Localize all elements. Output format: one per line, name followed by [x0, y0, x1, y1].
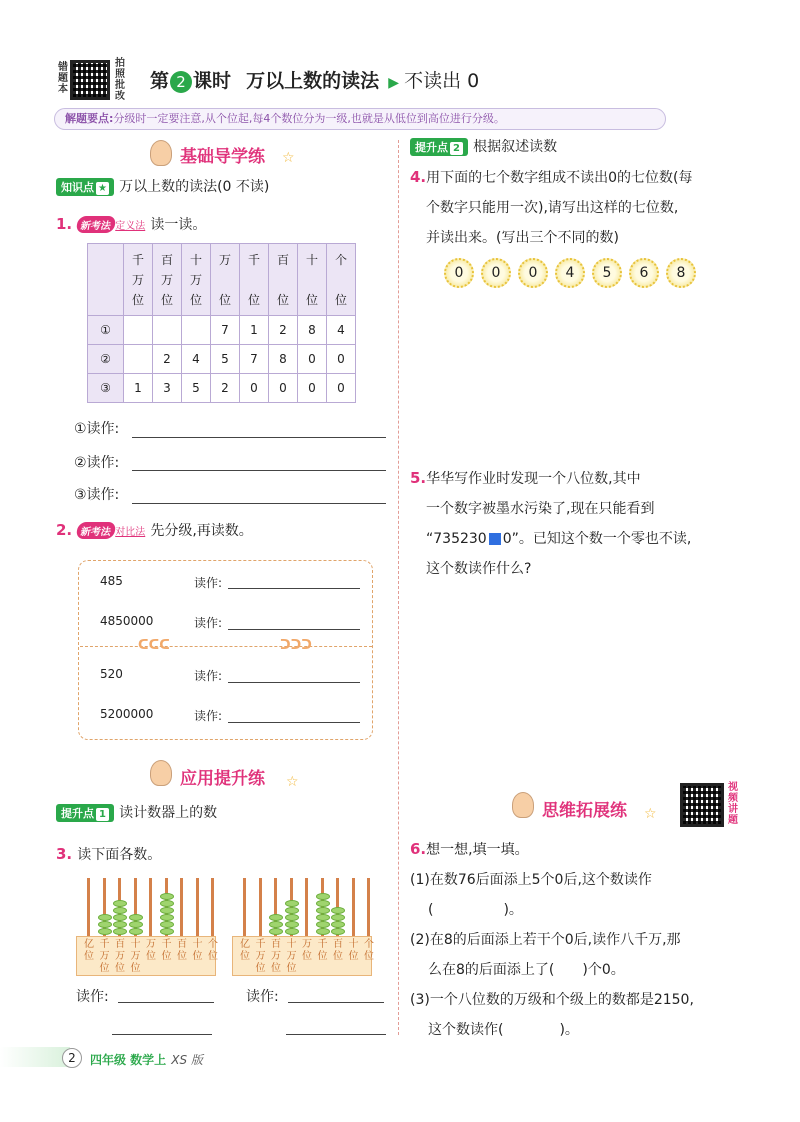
table-cell	[153, 316, 182, 345]
q3-answer-line[interactable]	[112, 1034, 212, 1035]
read-label-2: ②读作:	[74, 455, 120, 471]
q5-quote-b: 0”。已知这个数一个零也不读,	[502, 531, 692, 547]
kid-icon	[512, 792, 534, 818]
title-main: 万以上数的读法	[246, 70, 380, 92]
abacus-bead	[331, 914, 345, 921]
abacus-bead	[285, 928, 299, 935]
lesson-number: 2	[170, 71, 192, 93]
upgrade-point-2	[410, 136, 557, 156]
q3-answer-line[interactable]	[286, 1034, 386, 1035]
header-cell: 百 位	[269, 244, 298, 316]
q2-read-label: 读作:	[194, 616, 223, 630]
table-cell	[124, 316, 153, 345]
question-6	[410, 834, 770, 1045]
q2-number: 2.	[56, 521, 73, 539]
q2-read-label: 读作:	[194, 709, 223, 723]
left-bracket-icon: ᑕᑕᑕ	[138, 638, 170, 653]
abacus-bead	[269, 921, 283, 928]
q5-line-3: 这个数读作什么?	[426, 561, 532, 577]
abacus-bead	[160, 907, 174, 914]
header-cell: 百 万 位	[153, 244, 182, 316]
method-sub: 对比法	[115, 527, 146, 538]
abacus-bead	[98, 921, 112, 928]
q6-line-4: 么在8的后面添上了( )个0。	[428, 962, 625, 978]
abacus-place-label: 十 位	[348, 939, 359, 962]
q2-answer-line[interactable]	[228, 682, 360, 683]
q6-line-2: ( )。	[428, 902, 523, 918]
abacus-bead	[316, 907, 330, 914]
table-cell: 0	[327, 374, 356, 403]
question-2-header	[56, 516, 253, 546]
digit-ball: 0	[444, 258, 474, 288]
abacus-rod	[149, 878, 152, 940]
right-bracket-icon: ᑐᑐᑐ	[280, 638, 312, 653]
q3-text: 读下面各数。	[77, 847, 162, 863]
table-row	[88, 374, 356, 403]
question-3-header	[56, 840, 161, 870]
abacus-place-label: 万 位	[302, 939, 312, 962]
q6-number: 6.	[410, 840, 427, 858]
digit-balls	[444, 258, 696, 288]
kid-icon	[150, 140, 172, 166]
abacus-rod	[87, 878, 90, 940]
q2-text: 先分级,再读数。	[150, 523, 253, 539]
play-arrow-icon: ▶	[388, 75, 400, 91]
column-divider	[398, 140, 399, 1035]
abacus-bead	[129, 914, 143, 921]
abacus-bead	[113, 900, 127, 907]
abacus-1	[76, 878, 216, 978]
abacus-bead	[316, 914, 330, 921]
abacus-bead	[269, 914, 283, 921]
abacus-rod	[211, 878, 214, 940]
q2-answer-line[interactable]	[228, 722, 360, 723]
abacus-bead	[285, 921, 299, 928]
abacus-bead	[113, 914, 127, 921]
table-corner	[88, 244, 124, 316]
upgrade-tag: 提升点 1	[56, 804, 114, 822]
wrong-book-label: 错题本	[58, 62, 68, 95]
table-cell: 2	[211, 374, 240, 403]
knowledge-point	[56, 176, 269, 196]
table-cell: 4	[182, 345, 211, 374]
title-mid: 课时	[193, 70, 232, 92]
abacus-rod	[180, 878, 183, 940]
ink-blot-icon	[489, 533, 501, 545]
abacus-bead	[316, 900, 330, 907]
abacus-bead	[316, 921, 330, 928]
page-number: 2	[62, 1048, 82, 1068]
table-cell	[182, 316, 211, 345]
table-cell: 2	[153, 345, 182, 374]
answer-line-2[interactable]	[132, 470, 386, 471]
digit-ball: 6	[629, 258, 659, 288]
q1-number: 1.	[56, 215, 73, 233]
abacus-base	[76, 936, 216, 976]
abacus-place-label: 百 万 位	[115, 939, 125, 974]
q4-line-2: 个数字只能用一次),请写出这样的七位数,	[426, 200, 679, 216]
digit-ball: 5	[592, 258, 622, 288]
abacus-place-label: 个 位	[208, 939, 218, 962]
read-label-1: ①读作:	[74, 421, 120, 437]
q1-text: 读一读。	[150, 217, 207, 233]
abacus-bead	[160, 893, 174, 900]
abacus-place-label: 百 万 位	[271, 939, 281, 974]
q6-line-5: (3)一个八位数的万级和个级上的数都是2150,	[410, 992, 694, 1008]
q5-number: 5.	[410, 469, 427, 487]
q2-answer-line[interactable]	[228, 588, 360, 589]
abacus-bead	[285, 914, 299, 921]
abacus-rod	[367, 878, 370, 940]
abacus-bead	[129, 921, 143, 928]
qr-code-icon[interactable]	[70, 60, 110, 100]
abacus-place-label: 十 位	[192, 939, 203, 962]
q5-line-2: 一个数字被墨水污染了,现在只能看到	[426, 501, 655, 517]
abacus-bead	[285, 900, 299, 907]
row-label: ②	[88, 345, 124, 374]
table-cell: 0	[298, 374, 327, 403]
header-cell: 十 万 位	[182, 244, 211, 316]
q2-answer-line[interactable]	[228, 629, 360, 630]
abacus-bead	[113, 907, 127, 914]
footer-info	[90, 1049, 203, 1068]
abacus-place-label: 亿 位	[240, 939, 250, 962]
digit-ball: 8	[666, 258, 696, 288]
abacus-bead	[316, 893, 330, 900]
table-cell: 0	[269, 374, 298, 403]
page-title	[150, 66, 670, 102]
abacus-rod	[259, 878, 262, 940]
kid-icon	[150, 760, 172, 786]
table-cell: 0	[298, 345, 327, 374]
digit-ball: 4	[555, 258, 585, 288]
footer-edition: XS 版	[171, 1053, 203, 1067]
question-5	[410, 463, 770, 584]
abacus-place-label: 十 万 位	[130, 939, 141, 974]
abacus-place-label: 万 位	[146, 939, 156, 962]
video-label: 视频讲题	[728, 782, 738, 826]
header-cell: 万 位	[211, 244, 240, 316]
q5-line-1: 华华写作业时发现一个八位数,其中	[426, 471, 641, 487]
row-label: ①	[88, 316, 124, 345]
abacus-bead	[160, 928, 174, 935]
star-badge-icon: ★	[96, 182, 109, 195]
table-cell: 0	[327, 345, 356, 374]
photo-grade-label: 拍照批改	[115, 58, 125, 102]
table-cell: 1	[240, 316, 269, 345]
abacus-rod	[305, 878, 308, 940]
table-header-row	[88, 244, 356, 316]
abacus-place-label: 千 位	[317, 939, 328, 962]
tip-text: 分级时一定要注意,从个位起,每4个数位分为一级,也就是从低位到高位进行分级。	[113, 112, 505, 125]
abacus-2	[232, 878, 372, 978]
upgrade-text: 读计数器上的数	[119, 805, 218, 821]
abacus-place-label: 千 位	[161, 939, 172, 962]
q6-line-3: (2)在8的后面添上若干个0后,读作八千万,那	[410, 932, 681, 948]
table-cell: 4	[327, 316, 356, 345]
table-cell: 8	[298, 316, 327, 345]
upgrade-tag: 提升点 2	[410, 138, 468, 156]
table-cell: 5	[182, 374, 211, 403]
header-cell: 千 万 位	[124, 244, 153, 316]
footer-tab	[0, 1047, 70, 1067]
q4-line-1: 用下面的七个数字组成不读出0的七位数(每	[426, 170, 693, 186]
table-cell: 7	[240, 345, 269, 374]
abacus-bead	[160, 900, 174, 907]
header-cell: 千 位	[240, 244, 269, 316]
section-badge-thinking: 思维拓展练	[542, 801, 627, 821]
table-cell: 3	[153, 374, 182, 403]
knowledge-tag: 知识点 ★	[56, 178, 114, 196]
box-divider	[80, 646, 372, 647]
header-cell: 十 位	[298, 244, 327, 316]
q5-quote-a: “735230	[426, 531, 487, 547]
table-cell: 1	[124, 374, 153, 403]
table-cell: 8	[269, 345, 298, 374]
tip-label: 解题要点:	[65, 112, 114, 125]
q6-text: 想一想,填一填。	[426, 842, 529, 858]
q2-read-label: 读作:	[194, 576, 223, 590]
video-qr-code-icon[interactable]	[680, 783, 724, 827]
q3-read-label-2: 读作:	[246, 989, 279, 1005]
q2-read-label: 读作:	[194, 669, 223, 683]
abacus-place-label: 百 位	[177, 939, 187, 962]
table-row	[88, 316, 356, 345]
q3-answer-line[interactable]	[288, 1002, 384, 1003]
abacus-bead	[113, 928, 127, 935]
answer-line-3[interactable]	[132, 503, 386, 504]
abacus-bead	[331, 907, 345, 914]
answer-line-1[interactable]	[132, 437, 386, 438]
new-method-tag: 新考法	[76, 216, 117, 233]
question-4	[410, 162, 770, 253]
abacus-bead	[98, 928, 112, 935]
abacus-rod	[196, 878, 199, 940]
abacus-bead	[316, 928, 330, 935]
tip-bar	[54, 108, 666, 130]
digit-ball: 0	[481, 258, 511, 288]
abacus-base	[232, 936, 372, 976]
abacus-bead	[331, 921, 345, 928]
q3-read-label-1: 读作:	[76, 989, 109, 1005]
table-cell: 7	[211, 316, 240, 345]
abacus-bead	[269, 928, 283, 935]
table-cell: 5	[211, 345, 240, 374]
method-sub: 定义法	[115, 221, 146, 232]
table-cell: 0	[240, 374, 269, 403]
footer-book: 四年级 数学上	[90, 1053, 167, 1067]
upgrade-point-1	[56, 802, 217, 822]
row-label: ③	[88, 374, 124, 403]
abacus-place-label: 千 万 位	[99, 939, 110, 974]
abacus-bead	[129, 928, 143, 935]
new-method-tag: 新考法	[76, 522, 117, 539]
abacus-place-label: 个 位	[364, 939, 374, 962]
abacus-bead	[160, 921, 174, 928]
section-badge-basic: 基础导学练	[180, 147, 265, 167]
q2-number-3: 520	[100, 667, 123, 681]
digit-ball: 0	[518, 258, 548, 288]
knowledge-text: 万以上数的读法(0 不读)	[119, 179, 270, 195]
abacus-bead	[113, 921, 127, 928]
title-prefix: 第	[150, 70, 170, 92]
q4-number: 4.	[410, 168, 427, 186]
place-value-table	[87, 243, 356, 403]
abacus-bead	[285, 907, 299, 914]
q2-number-4: 5200000	[100, 707, 154, 721]
q4-line-3: 并读出来。(写出三个不同的数)	[426, 230, 619, 246]
abacus-bead	[160, 914, 174, 921]
read-label-3: ③读作:	[74, 487, 120, 503]
abacus-place-label: 千 万 位	[255, 939, 266, 974]
table-row	[88, 345, 356, 374]
abacus-place-label: 十 万 位	[286, 939, 297, 974]
title-sub: 不读出 0	[404, 70, 480, 92]
abacus-place-label: 百 位	[333, 939, 343, 962]
q3-answer-line[interactable]	[118, 1002, 214, 1003]
upgrade-text: 根据叙述读数	[473, 139, 558, 155]
header-cell: 个 位	[327, 244, 356, 316]
abacus-rod	[243, 878, 246, 940]
q3-number: 3.	[56, 845, 73, 863]
q6-line-1: (1)在数76后面添上5个0后,这个数读作	[410, 872, 652, 888]
table-cell	[124, 345, 153, 374]
q6-line-6: 这个数读作( )。	[428, 1022, 579, 1038]
section-badge-apply: 应用提升练	[180, 769, 265, 789]
abacus-bead	[98, 914, 112, 921]
star-icon: ☆	[282, 150, 295, 166]
q2-number-2: 4850000	[100, 614, 154, 628]
star-icon: ☆	[286, 774, 299, 790]
star-icon: ☆	[644, 806, 657, 822]
table-cell: 2	[269, 316, 298, 345]
q2-number-1: 485	[100, 574, 123, 588]
abacus-place-label: 亿 位	[84, 939, 94, 962]
abacus-rod	[352, 878, 355, 940]
question-1-header	[56, 210, 206, 240]
abacus-bead	[331, 928, 345, 935]
